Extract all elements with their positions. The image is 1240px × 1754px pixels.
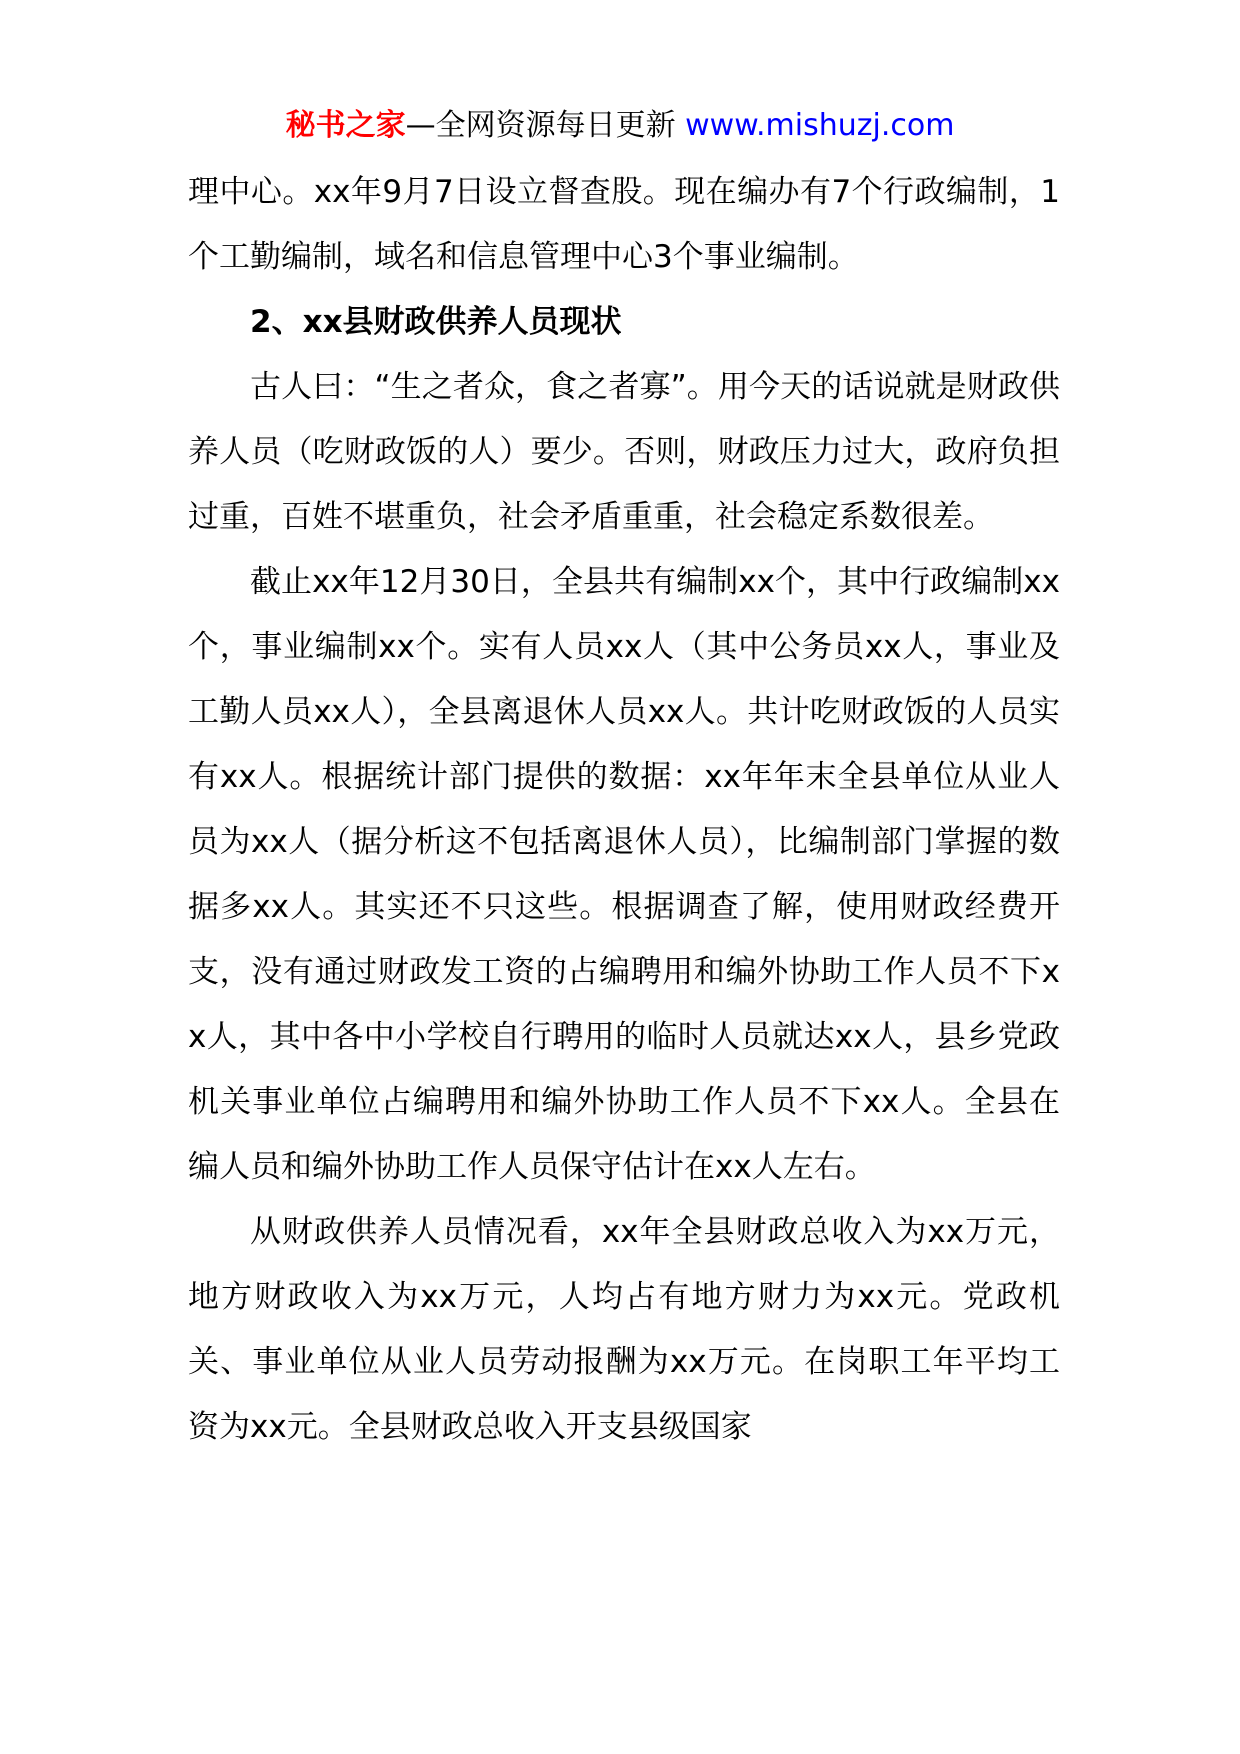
paragraph: 从财政供养人员情况看，xx年全县财政总收入为xx万元，地方财政收入为xx万元，人均占有地方财力为xx元。党政机关、事业单位从业人员劳动报酬为xx万元。在岗职工年平均工资为xx元。全县财政总收入开支县级国家	[188, 1214, 1060, 1445]
paragraph-continuation: 理中心。xx年9月7日设立督查股。现在编办有7个行政编制，1个工勤编制，域名和信息管理中心3个事业编制。	[188, 174, 1060, 275]
document-body	[188, 160, 1060, 1460]
website-link[interactable]: www.mishuzj.com	[685, 108, 955, 143]
paragraph: 古人曰：“生之者众，食之者寡”。用今天的话说就是财政供养人员（吃财政饭的人）要少。否则，财政压力过大，政府负担过重，百姓不堪重负，社会矛盾重重，社会稳定系数很差。	[188, 369, 1060, 535]
page-header	[0, 104, 1240, 148]
paragraph: 截止xx年12月30日，全县共有编制xx个，其中行政编制xx个，事业编制xx个。实有人员xx人（其中公务员xx人，事业及工勤人员xx人），全县离退休人员xx人。共计吃财政饭的人员实有xx人。根据统计部门提供的数据：xx年年末全县单位从业人员为xx人（据分析这不包括离退休人员），比编制部门掌握的数据多xx人。其实还不只这些。根据调查了解，使用财政经费开支，没有通过财政发工资的占编聘用和编外协助工作人员不下xx人，其中各中小学校自行聘用的临时人员就达xx人，县乡党政机关事业单位占编聘用和编外协助工作人员不下xx人。全县在编人员和编外协助工作人员保守估计在xx人左右。	[188, 564, 1060, 1185]
section-heading: 2、xx县财政供养人员现状	[250, 304, 622, 340]
brand-name: 秘书之家	[285, 108, 406, 143]
header-tagline: —全网资源每日更新	[405, 108, 676, 143]
